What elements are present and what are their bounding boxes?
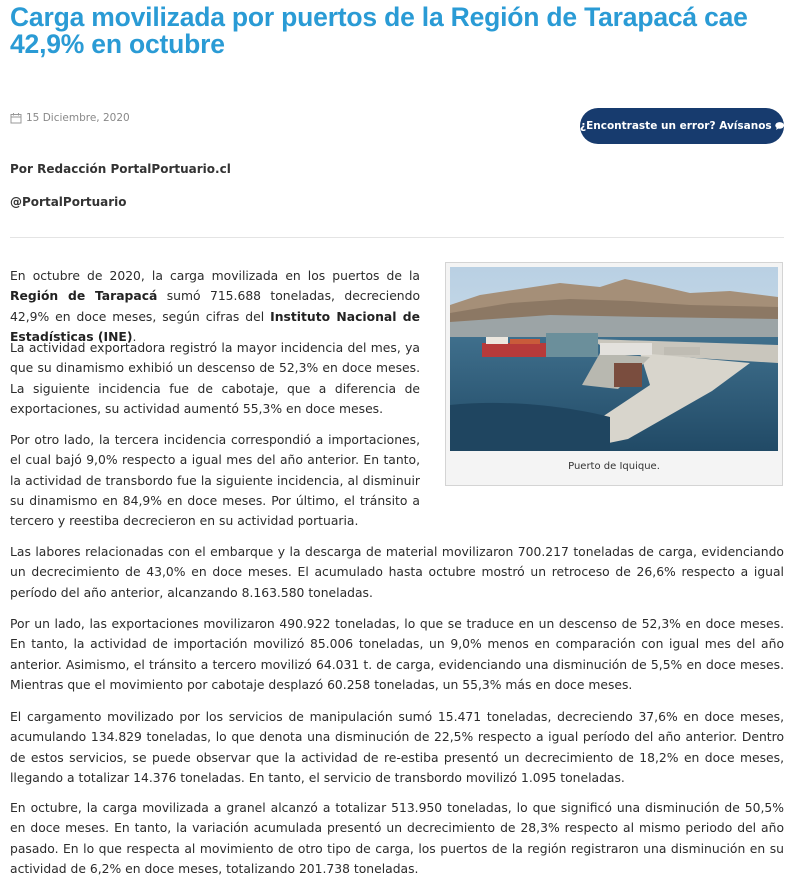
report-error-label: ¿Encontraste un error? Avísanos (580, 120, 772, 132)
divider (10, 237, 784, 238)
paragraph-6: El cargamento movilizado por los servicios de manipulación sumó 15.471 toneladas, decreciendo 37,6% en doce meses, acumulando 134.829 toneladas, lo que denota una disminución de 22,5% respecto a igual período del año anterior. Dentro de estos servicios, se puede observar que la actividad de re-estiba presentó un decrecimiento de 18,2% en doce meses, llegando a totalizar 14.376 toneladas. En tanto, el servicio de transbordo movilizó 1.095 toneladas. (10, 710, 784, 785)
paragraph-3: Por otro lado, la tercera incidencia correspondió a importaciones, el cual bajó 9,0% respecto a igual mes del año anterior. En tanto, la actividad de transbordo fue la siguiente incidencia, al disminuir su dinamismo en 84,9% en doce meses. Por último, el tránsito a tercero y reestiba decrecieron en su actividad portuaria. (10, 433, 420, 529)
paragraph-1: En octubre de 2020, la carga movilizada en los puertos de la Región de Tarapacá sumó 715.688 toneladas, decreciendo 42,9% en doce meses, según cifras del Instituto Nacional de Estadísticas (INE). (10, 269, 421, 344)
paragraph-5: Por un lado, las exportaciones movilizaron 490.922 toneladas, lo que se traduce en un descenso de 52,3% en doce meses. En tanto, la actividad de importación movilizó 85.006 toneladas, un 9,0% menos en comparación con igual mes del año anterior. Asimismo, el tránsito a tercero movilizó 64.031 t. de carga, evidenciando una disminución de 5,5% en doce meses. Mientras que el movimiento por cabotaje desplazó 60.258 toneladas, un 55,3% más en doce meses. (10, 617, 784, 692)
paragraph-4: Las labores relacionadas con el embarque y la descarga de material movilizaron 700.217 toneladas de carga, evidenciando un decrecimiento de 43,0% en doce meses. El acumulado hasta octubre mostró un retroceso de 26,6% respecto a igual período del año anterior, alcanzando 8.163.580 toneladas. (10, 545, 784, 600)
paragraph-2: La actividad exportadora registró la mayor incidencia del mes, ya que su dinamismo exhibió un descenso de 52,3% en doce meses. La siguiente incidencia fue de cabotaje, que a diferencia de exportaciones, su actividad aumentó 55,3% en doce meses. (10, 341, 420, 416)
port-photo (450, 267, 778, 451)
figure-caption: Puerto de Iquique. (568, 461, 660, 472)
speech-bubble-icon (775, 121, 784, 131)
region-name: Región de Tarapacá (10, 289, 158, 304)
paragraph-7: En octubre, la carga movilizada a granel alcanzó a totalizar 513.950 toneladas, lo que significó una disminución de 50,5% en doce meses. En tanto, la variación acumulada presentó un decrecimiento de 28,3% respecto al mismo periodo del año pasado. En lo que respecta al movimiento de otro tipo de carga, los puertos de la región registraron una disminución en su actividad de 6,2% en doce meses, totalizando 201.738 toneladas. (10, 801, 784, 876)
author-handle[interactable]: @PortalPortuario (10, 195, 127, 209)
publish-date (10, 112, 130, 124)
ine-name: Instituto Nacional de Estadísticas (INE) (10, 309, 420, 344)
publish-date-text: 15 Diciembre, 2020 (26, 112, 130, 124)
article-figure (445, 262, 783, 486)
article-title: Carga movilizada por puertos de la Región de Tarapacá cae 42,9% en octubre (10, 2, 748, 59)
calendar-icon (10, 112, 22, 124)
report-error-button[interactable] (580, 108, 784, 144)
author-byline: Por Redacción PortalPortuario.cl (10, 162, 231, 176)
